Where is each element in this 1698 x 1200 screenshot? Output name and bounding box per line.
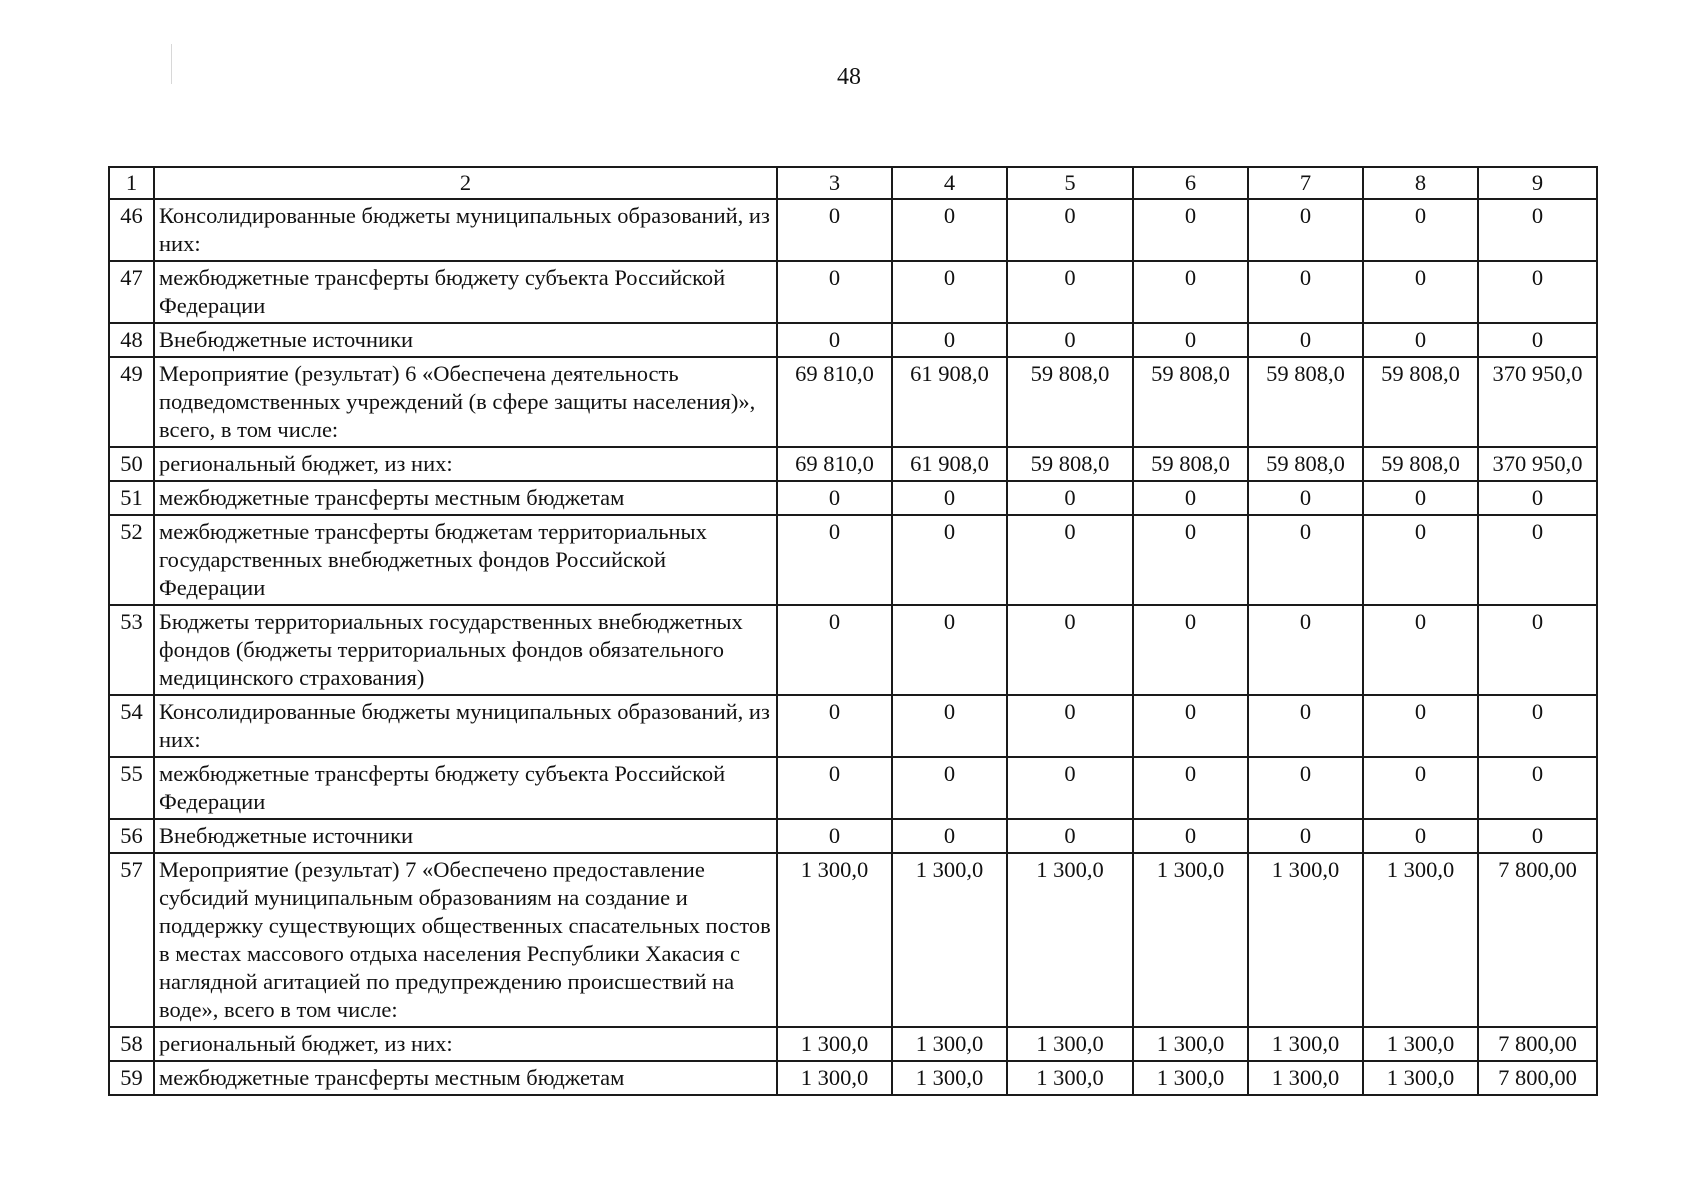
value-cell: 1 300,0 [1133,1027,1248,1061]
value-cell: 59 808,0 [1007,447,1133,481]
row-number: 49 [109,357,154,447]
value-cell: 0 [777,481,892,515]
value-cell: 0 [892,261,1007,323]
value-cell: 1 300,0 [1007,853,1133,1027]
value-cell: 59 808,0 [1133,357,1248,447]
value-cell: 0 [892,605,1007,695]
row-number: 52 [109,515,154,605]
value-cell: 0 [1363,757,1478,819]
value-cell: 0 [1007,695,1133,757]
table-row [109,447,1597,481]
table-row [109,1061,1597,1095]
table-row [109,323,1597,357]
value-cell: 1 300,0 [777,1061,892,1095]
column-number-row [109,167,1597,199]
value-cell: 0 [1133,819,1248,853]
value-cell: 0 [1363,515,1478,605]
value-cell: 0 [1133,323,1248,357]
value-cell: 59 808,0 [1007,357,1133,447]
value-cell: 0 [1133,605,1248,695]
value-cell: 0 [1133,199,1248,261]
value-cell: 0 [1478,605,1597,695]
column-header: 4 [892,167,1007,199]
value-cell: 0 [1133,261,1248,323]
value-cell: 0 [1478,515,1597,605]
value-cell: 1 300,0 [777,853,892,1027]
value-cell: 0 [1478,261,1597,323]
value-cell: 1 300,0 [1248,1027,1363,1061]
row-name: Консолидированные бюджеты муниципальных образований, из них: [154,695,777,757]
value-cell: 69 810,0 [777,357,892,447]
row-number: 56 [109,819,154,853]
value-cell: 0 [1363,261,1478,323]
value-cell: 0 [1363,199,1478,261]
value-cell: 1 300,0 [1007,1061,1133,1095]
row-number: 57 [109,853,154,1027]
row-name: Внебюджетные источники [154,323,777,357]
value-cell: 370 950,0 [1478,447,1597,481]
row-number: 54 [109,695,154,757]
column-header: 3 [777,167,892,199]
value-cell: 0 [892,323,1007,357]
value-cell: 7 800,00 [1478,1061,1597,1095]
value-cell: 1 300,0 [892,1027,1007,1061]
value-cell: 1 300,0 [1248,853,1363,1027]
value-cell: 0 [1248,515,1363,605]
row-number: 48 [109,323,154,357]
row-number: 51 [109,481,154,515]
value-cell: 0 [1363,605,1478,695]
value-cell: 0 [892,515,1007,605]
value-cell: 7 800,00 [1478,1027,1597,1061]
value-cell: 370 950,0 [1478,357,1597,447]
row-name: межбюджетные трансферты местным бюджетам [154,1061,777,1095]
value-cell: 1 300,0 [777,1027,892,1061]
row-name: Бюджеты территориальных государственных внебюджетных фондов (бюджеты территориальных фондов обязательного медицинского страхования) [154,605,777,695]
value-cell: 0 [1007,819,1133,853]
value-cell: 0 [1478,757,1597,819]
column-header: 8 [1363,167,1478,199]
column-header: 9 [1478,167,1597,199]
value-cell: 59 808,0 [1133,447,1248,481]
row-name: межбюджетные трансферты бюджету субъекта Российской Федерации [154,261,777,323]
value-cell: 1 300,0 [1133,1061,1248,1095]
value-cell: 1 300,0 [892,1061,1007,1095]
value-cell: 0 [892,757,1007,819]
value-cell: 59 808,0 [1248,447,1363,481]
row-number: 46 [109,199,154,261]
value-cell: 0 [1478,695,1597,757]
value-cell: 0 [892,819,1007,853]
value-cell: 0 [1248,261,1363,323]
value-cell: 1 300,0 [1363,1061,1478,1095]
row-number: 55 [109,757,154,819]
value-cell: 0 [1363,323,1478,357]
table-row [109,515,1597,605]
value-cell: 0 [1478,481,1597,515]
value-cell: 0 [777,757,892,819]
value-cell: 59 808,0 [1363,357,1478,447]
value-cell: 0 [1363,819,1478,853]
value-cell: 0 [1007,199,1133,261]
value-cell: 0 [1133,695,1248,757]
column-header: 6 [1133,167,1248,199]
row-name: межбюджетные трансферты бюджету субъекта Российской Федерации [154,757,777,819]
value-cell: 0 [777,323,892,357]
value-cell: 0 [1007,515,1133,605]
value-cell: 0 [1248,757,1363,819]
value-cell: 0 [892,695,1007,757]
table-row [109,357,1597,447]
value-cell: 0 [1363,481,1478,515]
value-cell: 1 300,0 [1248,1061,1363,1095]
value-cell: 0 [777,261,892,323]
value-cell: 0 [1363,695,1478,757]
table-row [109,605,1597,695]
column-header: 2 [154,167,777,199]
budget-table [108,166,1598,1096]
value-cell: 1 300,0 [1133,853,1248,1027]
value-cell: 0 [892,481,1007,515]
value-cell: 0 [1478,323,1597,357]
row-number: 47 [109,261,154,323]
table-row [109,695,1597,757]
table-row [109,199,1597,261]
value-cell: 0 [1248,695,1363,757]
row-number: 58 [109,1027,154,1061]
value-cell: 0 [1007,323,1133,357]
value-cell: 0 [1478,819,1597,853]
value-cell: 0 [1007,261,1133,323]
value-cell: 0 [1248,605,1363,695]
value-cell: 61 908,0 [892,357,1007,447]
value-cell: 0 [1007,481,1133,515]
value-cell: 0 [1248,481,1363,515]
value-cell: 1 300,0 [892,853,1007,1027]
value-cell: 69 810,0 [777,447,892,481]
value-cell: 1 300,0 [1363,1027,1478,1061]
value-cell: 0 [1133,515,1248,605]
value-cell: 1 300,0 [1007,1027,1133,1061]
row-number: 59 [109,1061,154,1095]
value-cell: 0 [892,199,1007,261]
value-cell: 0 [777,695,892,757]
value-cell: 0 [1133,757,1248,819]
row-name: Мероприятие (результат) 6 «Обеспечена деятельность подведомственных учреждений (в сфере защиты населения)», всего, в том числе: [154,357,777,447]
value-cell: 0 [1248,323,1363,357]
value-cell: 0 [1007,605,1133,695]
value-cell: 0 [1007,757,1133,819]
value-cell: 0 [777,515,892,605]
row-name: региональный бюджет, из них: [154,1027,777,1061]
column-header: 5 [1007,167,1133,199]
value-cell: 0 [1478,199,1597,261]
value-cell: 0 [777,605,892,695]
column-header: 1 [109,167,154,199]
value-cell: 0 [1248,199,1363,261]
value-cell: 7 800,00 [1478,853,1597,1027]
value-cell: 59 808,0 [1248,357,1363,447]
table-row [109,853,1597,1027]
table-row [109,261,1597,323]
value-cell: 61 908,0 [892,447,1007,481]
row-number: 50 [109,447,154,481]
value-cell: 0 [1248,819,1363,853]
value-cell: 0 [777,819,892,853]
table-row [109,481,1597,515]
value-cell: 1 300,0 [1363,853,1478,1027]
table-row [109,757,1597,819]
row-number: 53 [109,605,154,695]
value-cell: 59 808,0 [1363,447,1478,481]
row-name: межбюджетные трансферты местным бюджетам [154,481,777,515]
page-number: 48 [837,64,861,90]
row-name: Мероприятие (результат) 7 «Обеспечено предоставление субсидий муниципальным образованиям на создание и поддержку существующих общественных спасательных постов в местах массового отдыха населения Республики Хакасия с наглядной агитацией по предупреждению происшествий на воде», всего в том числе: [154,853,777,1027]
row-name: межбюджетные трансферты бюджетам территориальных государственных внебюджетных фондов Российской Федерации [154,515,777,605]
value-cell: 0 [1133,481,1248,515]
table-row [109,1027,1597,1061]
row-name: региональный бюджет, из них: [154,447,777,481]
value-cell: 0 [777,199,892,261]
table-row [109,819,1597,853]
column-header: 7 [1248,167,1363,199]
row-name: Консолидированные бюджеты муниципальных образований, из них: [154,199,777,261]
row-name: Внебюджетные источники [154,819,777,853]
